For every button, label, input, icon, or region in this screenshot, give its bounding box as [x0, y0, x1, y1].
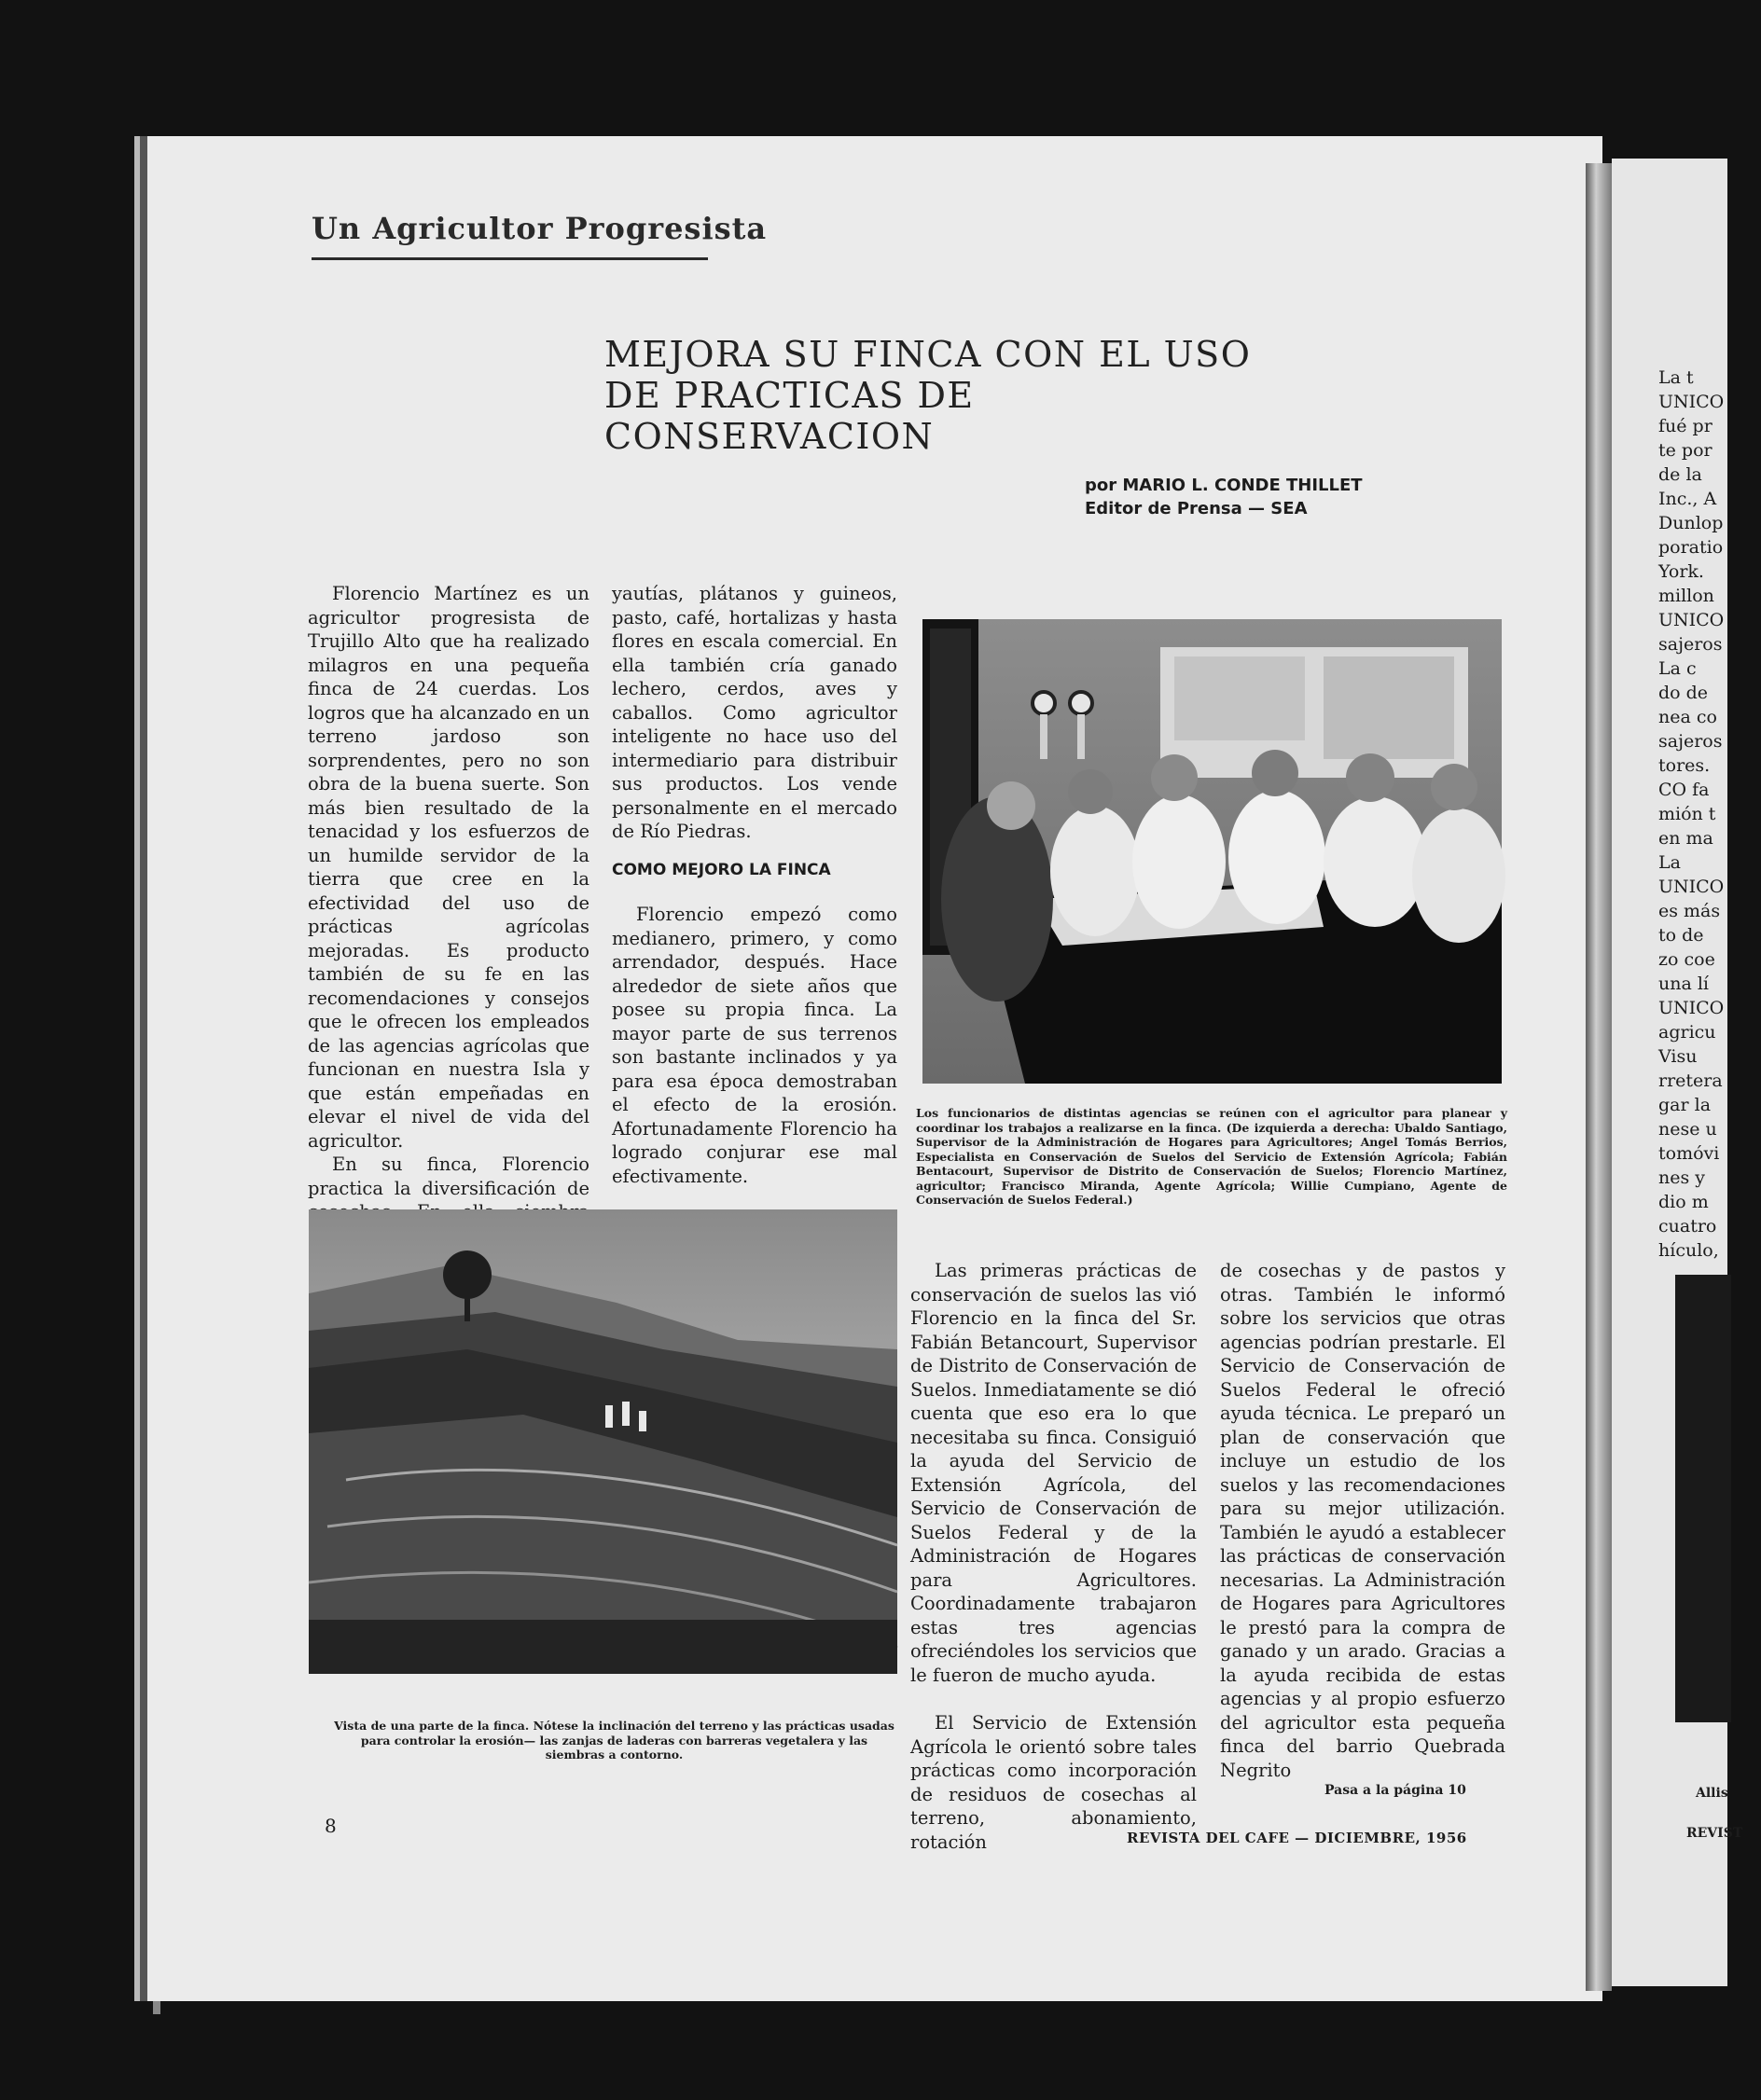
next-page-line: poratio — [1658, 537, 1724, 558]
paragraph: Florencio empezó como medianero, primero, y como arrendador, después. Hace alrededor de siete años que posee su propia finca. La mayor parte de sus terrenos son bastante inclinados y ya para esa época demostraban el efecto de la erosión. Afortunadamente Florencio ha logrado conjurar ese mal efectivamente. — [612, 904, 897, 1187]
article-headline — [604, 334, 1276, 457]
next-page-caption: Allis — [1696, 1786, 1728, 1801]
meeting-photo-caption: Los funcionarios de distintas agencias se reúnen con el agricultor para planear y coordinar los trabajos a realizarse en la finca. (De izquierda a derecha: Ubaldo Santiago, Supervisor de la Administración de Hogares para Agricultores; Angel Tomás Berrios, Especialista en Conservación de Suelos del Servicio de Extensión Agrícola; Fabián Bentacourt, Supervisor de Distrito de Conservación de Suelos; Florencio Martínez, agricultor; Francisco Miranda, Agente Agrícola; Willie Cumpiano, Agente de Conservación de Suelos Federal.) — [916, 1106, 1507, 1207]
byline-role: Editor de Prensa — SEA — [1085, 499, 1308, 518]
section-title: Un Agricultor Progresista — [312, 211, 768, 246]
headline-line-1: MEJORA SU FINCA CON EL USO — [604, 334, 1252, 375]
next-page-line: dio m — [1658, 1192, 1709, 1212]
next-page-column — [1658, 366, 1761, 1263]
next-page-line: La t — [1658, 367, 1694, 388]
article-column-2 — [612, 582, 897, 1188]
next-page-line: to de — [1658, 925, 1704, 946]
paragraph: En su finca, Florencio practica la diversificación de — [308, 1154, 589, 1199]
next-page-line: tores. — [1658, 755, 1711, 776]
binding-spine — [1586, 163, 1612, 1991]
next-page-line: zo coe — [1658, 949, 1715, 970]
next-page-line: La — [1658, 852, 1681, 873]
next-page-line: nese u — [1658, 1119, 1717, 1140]
next-page-line: La c — [1658, 658, 1697, 679]
page-footer: REVISTA DEL CAFE — DICIEMBRE, 1956 — [1127, 1830, 1467, 1846]
paragraph: El Servicio de Extensión Agrícola le orientó sobre tales prácticas como incorporación de residuos de cosechas al terreno, abonamiento, rotación — [910, 1712, 1197, 1853]
next-page-line: York. — [1658, 561, 1704, 582]
next-page-line: te por — [1658, 440, 1712, 461]
next-page-line: Visu — [1658, 1046, 1698, 1067]
next-page-footer: REVIST — [1686, 1826, 1743, 1841]
next-page-line: do de — [1658, 683, 1709, 703]
next-page-line: millon — [1658, 586, 1714, 606]
next-page-line: mión t — [1658, 804, 1716, 824]
paragraph: yautías, plátanos y guineos, pasto, café, hortalizas y hasta flores en escala comercial. En ella también cría ganado lechero, cerdos, aves y caballos. Como agricultor inteligente no hace uso del intermediario para distribuir sus productos. Los vende personalmente en el mercado de Río Piedras. — [612, 583, 897, 842]
next-page-line: en ma — [1658, 828, 1713, 849]
next-page-line: Inc., A — [1658, 489, 1717, 509]
subheading: COMO MEJORO LA FINCA — [612, 860, 831, 879]
byline — [1085, 474, 1402, 520]
meeting-photo — [922, 619, 1502, 1084]
next-page-line: gar la — [1658, 1095, 1712, 1115]
next-page-line: UNICO — [1658, 392, 1725, 412]
next-page-line: de la — [1658, 464, 1702, 485]
continued-note: Pasa a la página 10 — [1324, 1783, 1466, 1798]
farm-photo-caption: Vista de una parte de la finca. Nótese la inclinación del terreno y las prácticas usadas para controlar la erosión— las zanjas de laderas con barreras vegetalera y las siembras a contorno. — [334, 1719, 894, 1762]
paragraph: de cosechas y de pastos y otras. También le informó sobre los servicios que otras agencias podrían prestarle. El Servicio de Conservación de Suelos Federal le ofreció ayuda técnica. Le preparó un plan de conservación que incluye un estudio de los suelos y las recomendaciones para su mejor utilización. También le ayudó a establecer las prácticas de conservación necesarias. La Administración de Hogares para Agricultores le prestó para la compra de ganado y un arado. Gracias a la ayuda recibida de estas agencias y al propio esfuerzo del agricultor esta pequeña finca del barrio Quebrada Negrito — [1220, 1260, 1505, 1781]
next-page-line: hículo, — [1658, 1240, 1719, 1261]
next-page-line: sajeros — [1658, 731, 1723, 752]
farm-landscape-image — [309, 1209, 897, 1674]
meeting-photo-image — [922, 619, 1502, 1084]
next-page-line: CO fa — [1658, 780, 1710, 800]
next-page-line: UNICO — [1658, 877, 1725, 897]
next-page-line: cuatro — [1658, 1216, 1717, 1237]
farm-landscape-photo — [309, 1209, 897, 1674]
article-column-1 — [308, 582, 589, 1248]
next-page-line: una lí — [1658, 974, 1709, 994]
next-page-line: tomóvi — [1658, 1143, 1720, 1164]
section-title-rule — [312, 257, 708, 260]
article-column-4 — [1220, 1259, 1505, 1782]
next-page-line: UNICO — [1658, 998, 1725, 1018]
next-page-line: UNICO — [1658, 610, 1725, 630]
paragraph: Las primeras prácticas de conservación de suelos las vió Florencio en la finca del Sr. Fabián Betancourt, Supervisor de Distrito de Conservación de Suelos. Inmediatamente se dió cuenta que eso era lo que necesitaba su finca. Consiguió la ayuda del Servicio de Extensión Agrícola, del Servicio de Conservación de Suelos Federal y de la Administración de Hogares para Agricultores. Coordinadamente trabajaron estas tres agencias ofreciéndoles los servicios que le fueron de mucho ayuda. — [910, 1260, 1197, 1686]
byline-author: por MARIO L. CONDE THILLET — [1085, 476, 1363, 495]
page-number: 8 — [325, 1815, 337, 1837]
next-page-line: Dunlop — [1658, 513, 1724, 533]
next-page-line: agricu — [1658, 1022, 1716, 1043]
next-page-line: nes y — [1658, 1167, 1706, 1188]
next-page-line: sajeros — [1658, 634, 1723, 655]
next-page-line: es más — [1658, 901, 1721, 921]
next-page-line: nea co — [1658, 707, 1717, 727]
article-column-3 — [910, 1259, 1197, 1854]
next-page-photo — [1675, 1275, 1731, 1722]
magazine-page — [147, 136, 1602, 2001]
next-page-line: rretera — [1658, 1071, 1723, 1091]
headline-line-2: DE PRACTICAS DE CONSERVACION — [604, 375, 975, 457]
paragraph: Florencio Martínez es un agricultor progresista de Trujillo Alto que ha realizado milagros en una pequeña finca de 24 cuerdas. Los logros que ha alcanzado en un terreno jardoso son sorprendentes, pero no son obra de la buena suerte. Son más bien resultado de la tenacidad y los esfuerzos de un humilde servidor de la tierra que cree en la efectividad del uso de prácticas agrícolas mejoradas. Es producto también de su fe en las recomendaciones y consejos que le ofrecen los empleados de las agencias agrícolas que funcionan en nuestra Isla y que están empeñadas en elevar el nivel de vida del agricultor. — [308, 583, 589, 1152]
next-page-line: fué pr — [1658, 416, 1712, 436]
next-page-fragment — [1612, 159, 1743, 1986]
